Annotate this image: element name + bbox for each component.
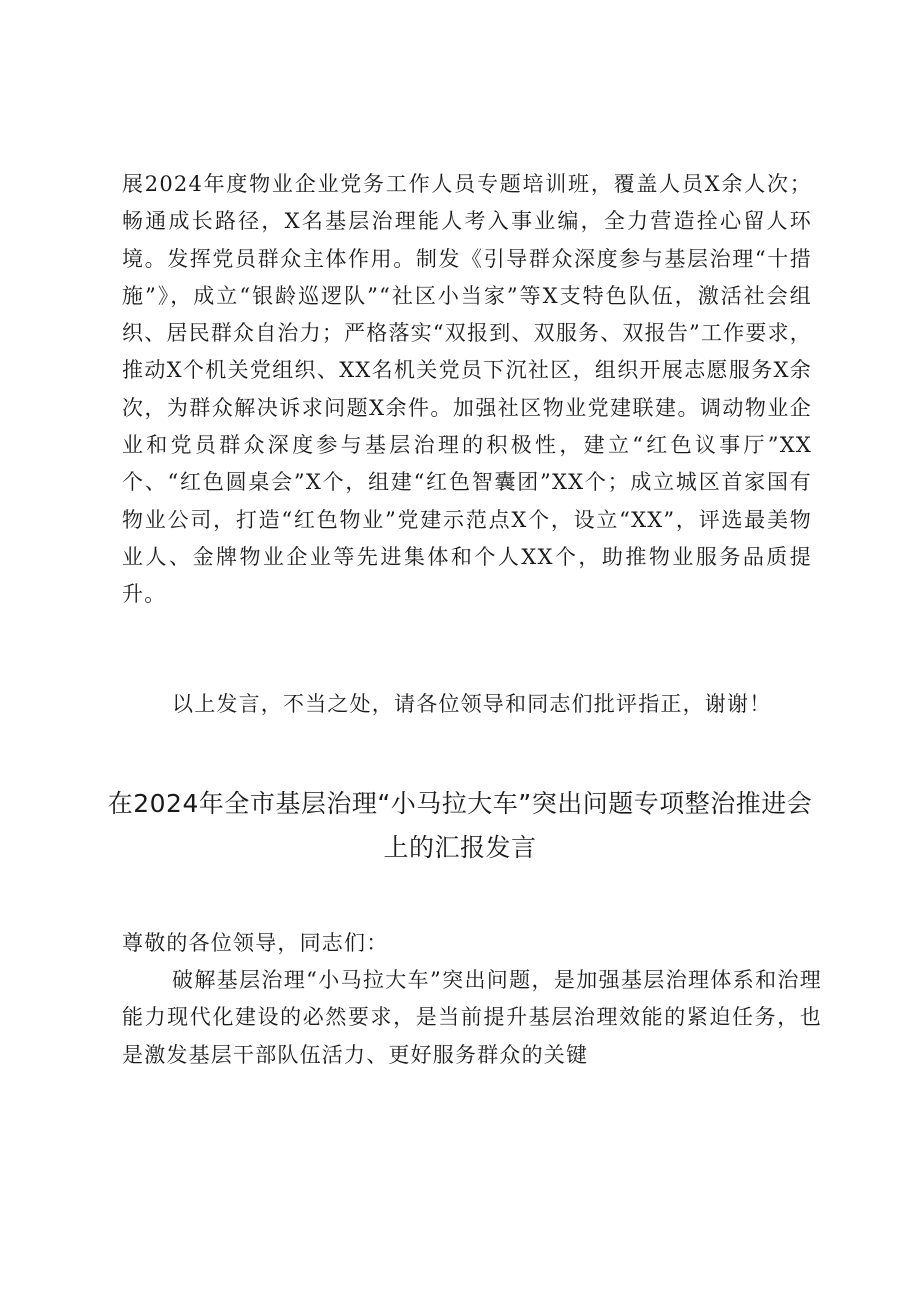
article-title: 在2024年全市基层治理“小马拉大车”突出问题专项整治推进会上的汇报发言 [107, 789, 813, 862]
body-paragraph-1: 展2024年度物业企业党务工作人员专题培训班，覆盖人员X余人次；畅通成长路径，X名基层治理能人考入事业编，全力营造拴心留人环境。发挥党员群众主体作用。制发《引导群众深度参与基层治理“十措施”》，成立“银龄巡逻队”“社区小当家”等X支特色队伍，激活社会组织、居民群众自治力；严格落实“双报到、双服务、双报告”工作要求，推动X个机关党组织、XX名机关党员下沉社区，组织开展志愿服务X余次，为群众解决诉求问题X余件。加强社区物业党建联建。调动物业企业和党员群众深度参与基层治理的积极性，建立“红色议事厅”XX个、“红色圆桌会”X个，组建“红色智囊团”XX个；成立城区首家国有物业公司，打造“红色物业”党建示范点X个，设立“XX”，评选最美物业人、金牌物业企业等先进集体和个人XX个，助推物业服务品质提升。 [122, 172, 812, 607]
body-paragraph-2: 破解基层治理“小马拉大车”突出问题，是加强基层治理体系和治理能力现代化建设的必然要求，是当前提升基层治理效能的紧迫任务，也是激发基层干部队伍活力、更好服务群众的关键 [122, 968, 822, 1067]
closing-remark: 以上发言，不当之处，请各位领导和同志们批评指正，谢谢！ [172, 692, 772, 716]
salutation: 尊敬的各位领导，同志们： [122, 931, 389, 955]
